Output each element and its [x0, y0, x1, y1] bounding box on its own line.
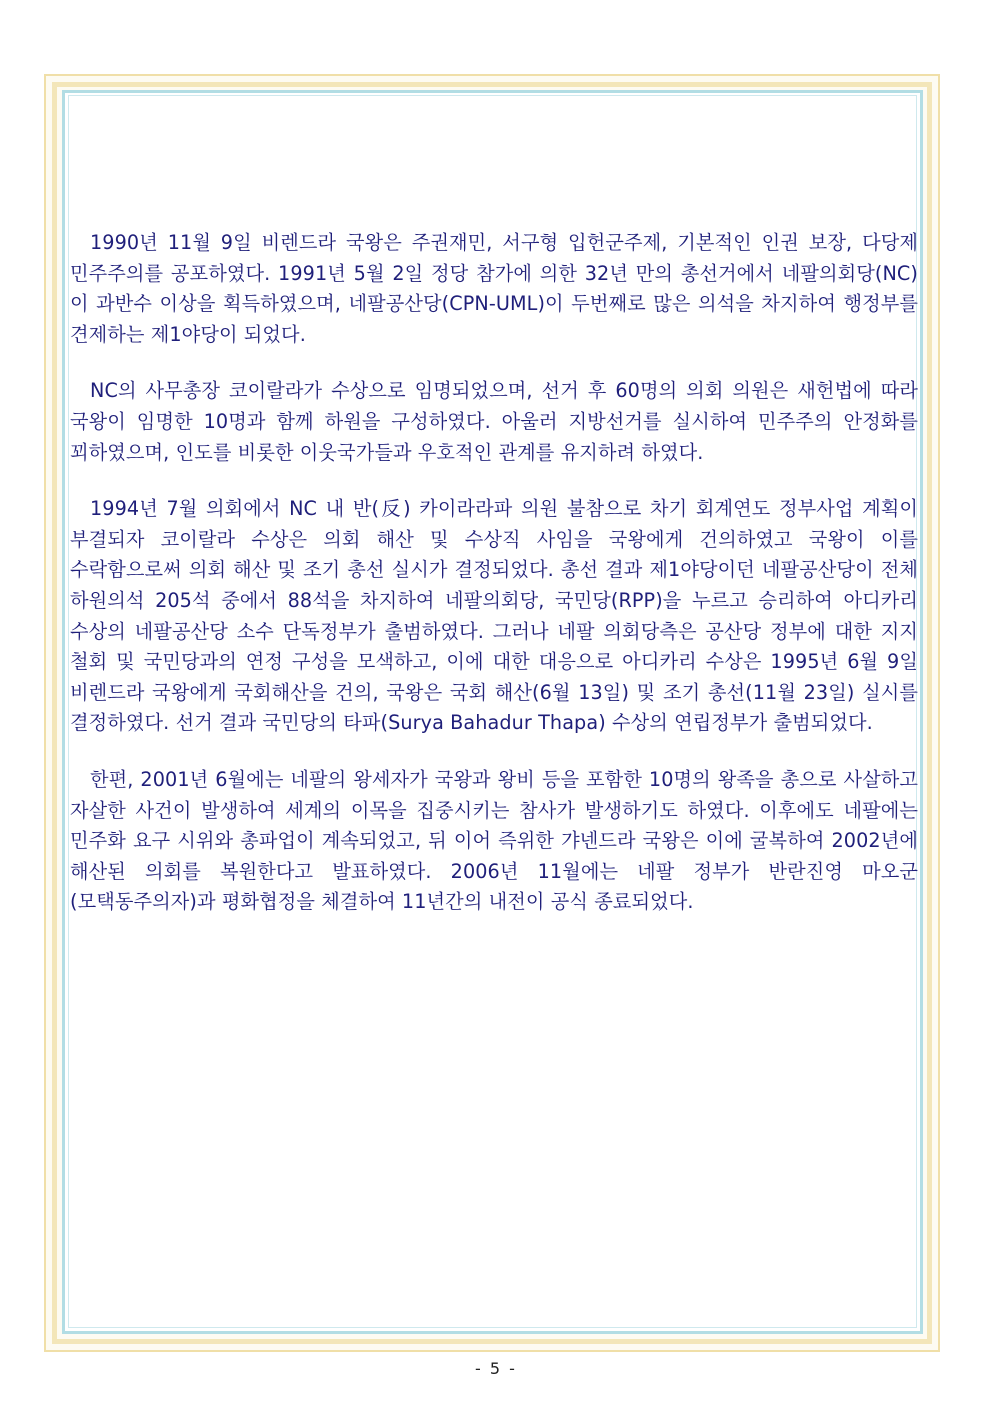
paragraph-1994-election: 1994년 7월 의회에서 NC 내 반(反) 카이라라파 의원 불참으로 차기 회계연도 정부사업 계획이 부결되자 코이랄라 수상은 의회 해산 및 수상직 사임을 국왕에게 건의하였고 국왕이 이를 수락함으로써 의회 해산 및 조기 총선 실시가 결정되었다. 총선 결과 제1야당이던 네팔공산당이 전체 하원의석 205석 중에서 88석을 차지하여 네팔의회당, 국민당(RPP)을 누르고 승리하여 아디카리 수상의 네팔공산당 소수 단독정부가 출범하였다. 그러나 네팔 의회당측은 공산당 정부에 대한 지지 철회 및 국민당과의 연정 구성을 모색하고, 이에 대한 대응으로 아디카리 수상은 1995년 6월 9일 비렌드라 국왕에게 국회해산을 건의, 국왕은 국회 해산(6월 13일) 및 조기 총선(11월 23일) 실시를 결정하였다. 선거 결과 국민당의 타파(Surya Bahadur Thapa) 수상의 연립정부가 출범되었다.	[70, 497, 918, 735]
paragraph-1990-constitution: 1990년 11월 9일 비렌드라 국왕은 주권재민, 서구형 입헌군주제, 기본적인 인권 보장, 다당제 민주주의를 공포하였다. 1991년 5월 2일 정당 참가에 의한 32년 만의 총선거에서 네팔의회당(NC)이 과반수 이상을 획득하였으며, 네팔공산당(CPN-UML)이 두번째로 많은 의석을 차지하여 행정부를 견제하는 제1야당이 되었다.	[70, 231, 918, 346]
paragraph-2001-royal-massacre: 한편, 2001년 6월에는 네팔의 왕세자가 국왕과 왕비 등을 포함한 10명의 왕족을 총으로 사살하고 자살한 사건이 발생하여 세계의 이목을 집중시키는 참사가 발생하기도 하였다. 이후에도 네팔에는 민주화 요구 시위와 총파업이 계속되었고, 뒤 이어 즉위한 갸넨드라 국왕은 이에 굴복하여 2002년에 해산된 의회를 복원한다고 발표하였다. 2006년 11월에는 네팔 정부가 반란진영 마오군(모택동주의자)과 평화협정을 체결하여 11년간의 내전이 공식 종료되었다.	[70, 767, 918, 914]
document-body	[70, 228, 918, 944]
paragraph-koirala-government: NC의 사무총장 코이랄라가 수상으로 임명되었으며, 선거 후 60명의 의회 의원은 새헌법에 따라 국왕이 임명한 10명과 함께 하원을 구성하였다. 아울러 지방선거를 실시하여 민주주의 안정화를 꾀하였으며, 인도를 비롯한 이웃국가들과 우호적인 관계를 유지하려 하였다.	[70, 379, 918, 464]
page-number: - 5 -	[475, 1359, 517, 1378]
